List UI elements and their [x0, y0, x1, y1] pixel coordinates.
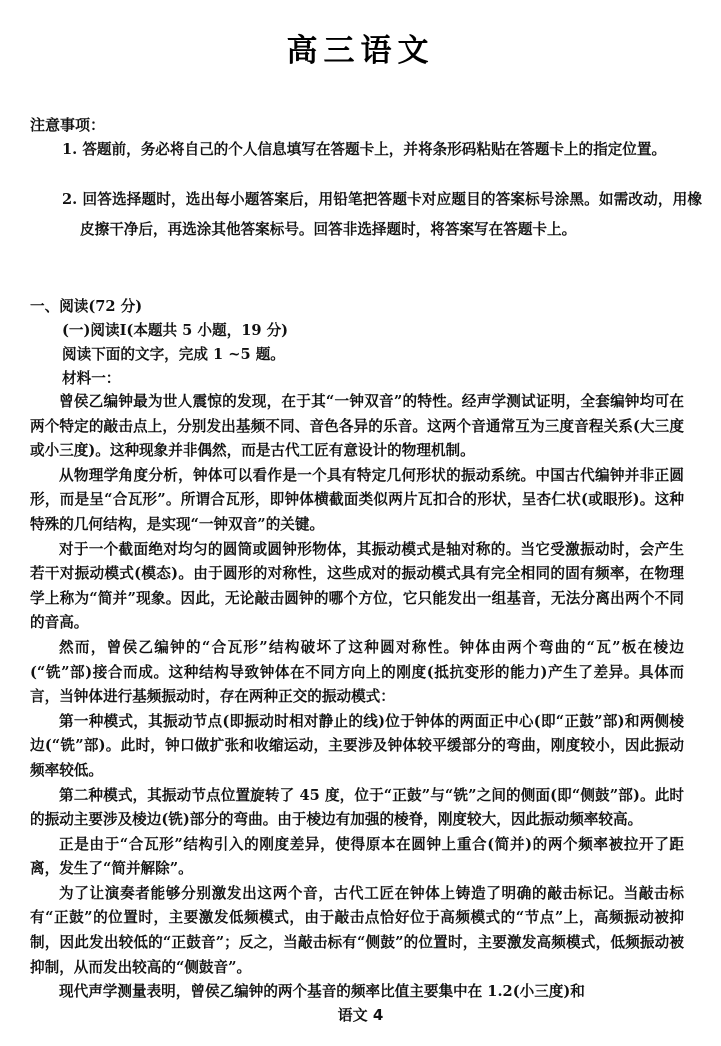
- paragraph: 为了让演奏者能够分别激发出这两个音，古代工匠在钟体上铸造了明确的敲击标记。当敲击标有“正鼓”的位置时，主要激发低频模式，由于敲击点恰好位于高频模式的“节点”上，高频振动被抑制，因此发出较低的“正鼓音”；反之，当敲击标有“侧鼓”的位置时，主要激发高频模式，低频振动被抑制，从而发出较高的“侧鼓音”。: [30, 884, 684, 976]
- paragraph: 正是由于“合瓦形”结构引入的刚度差异，使得原本在圆钟上重合(简并)的两个频率被拉开了距离，发生了“简并解除”。: [30, 835, 684, 878]
- paragraph: 第一种模式，其振动节点(即振动时相对静止的线)位于钟体的两面正中心(即“正鼓”部)和两侧棱边(“铣”部)。此时，钟口做扩张和收缩运动，主要涉及钟体较平缓部分的弯曲，刚度较小，因此振动频率较低。: [30, 712, 684, 779]
- note-item-2: 2. 回答选择题时，选出每小题答案后，用铅笔把答题卡对应题目的答案标号涂黑。如需改动，用橡皮擦干净后，再选涂其他答案标号。回答非选择题时，将答案写在答题卡上。: [62, 191, 702, 238]
- paragraph: 现代声学测量表明，曾侯乙编钟的两个基音的频率比值主要集中在 1.2(小三度)和: [59, 983, 585, 1001]
- material-label: 材料一：: [62, 370, 121, 387]
- paragraph: 对于一个截面绝对均匀的圆筒或圆钟形物体，其振动模式是轴对称的。当它受激振动时，会产生若干对振动模式(模态)。由于圆形的对称性，这些成对的振动模式具有完全相同的固有频率，在物理学上称为“简并”现象。因此，无论敲击圆钟的哪个方位，它只能发出一组基音，无法分离出两个不同的音高。: [30, 540, 684, 632]
- paragraph: 从物理学角度分析，钟体可以看作是一个具有特定几何形状的振动系统。中国古代编钟并非正圆形，而是呈“合瓦形”。所谓合瓦形，即钟体横截面类似两片瓦扣合的形状，呈杏仁状(或眼形)。这种特殊的几何结构，是实现“一钟双音”的关键。: [30, 466, 684, 533]
- page-footer: 语文 4: [337, 1006, 384, 1024]
- material-one-text: [30, 390, 684, 1005]
- note-item-1: 1. 答题前，务必将自己的个人信息填写在答题卡上，并将条形码粘贴在答题卡上的指定位置。: [62, 141, 667, 158]
- notes-heading: 注意事项：: [30, 116, 106, 134]
- page-title: 高三语文: [286, 33, 435, 69]
- reading-instruction: 阅读下面的文字，完成 1 ~5 题。: [62, 346, 285, 363]
- section-subheading: (一)阅读Ⅰ(本题共 5 小题，19 分): [62, 322, 289, 339]
- paragraph: 第二种模式，其振动节点位置旋转了 45 度，位于“正鼓”与“铣”之间的侧面(即“侧鼓”部)。此时的振动主要涉及棱边(铣)部分的弯曲。由于棱边有加强的棱脊，刚度较大，因此振动频率较高。: [30, 786, 684, 829]
- paragraph: 然而，曾侯乙编钟的“合瓦形”结构破坏了这种圆对称性。钟体由两个弯曲的“瓦”板在棱边(“铣”部)接合而成。这种结构导致钟体在不同方向上的刚度(抵抗变形的能力)产生了差异。具体而言，当钟体进行基频振动时，存在两种正交的振动模式：: [30, 638, 684, 706]
- section-heading: 一、阅读(72 分): [30, 298, 143, 315]
- paragraph: 曾侯乙编钟最为世人震惊的发现，在于其“一钟双音”的特性。经声学测试证明，全套编钟均可在两个特定的敲击点上，分别发出基频不同、音色各异的乐音。这两个音通常互为三度音程关系(大三度或小三度)。这种现象并非偶然，而是古代工匠有意设计的物理机制。: [30, 393, 684, 460]
